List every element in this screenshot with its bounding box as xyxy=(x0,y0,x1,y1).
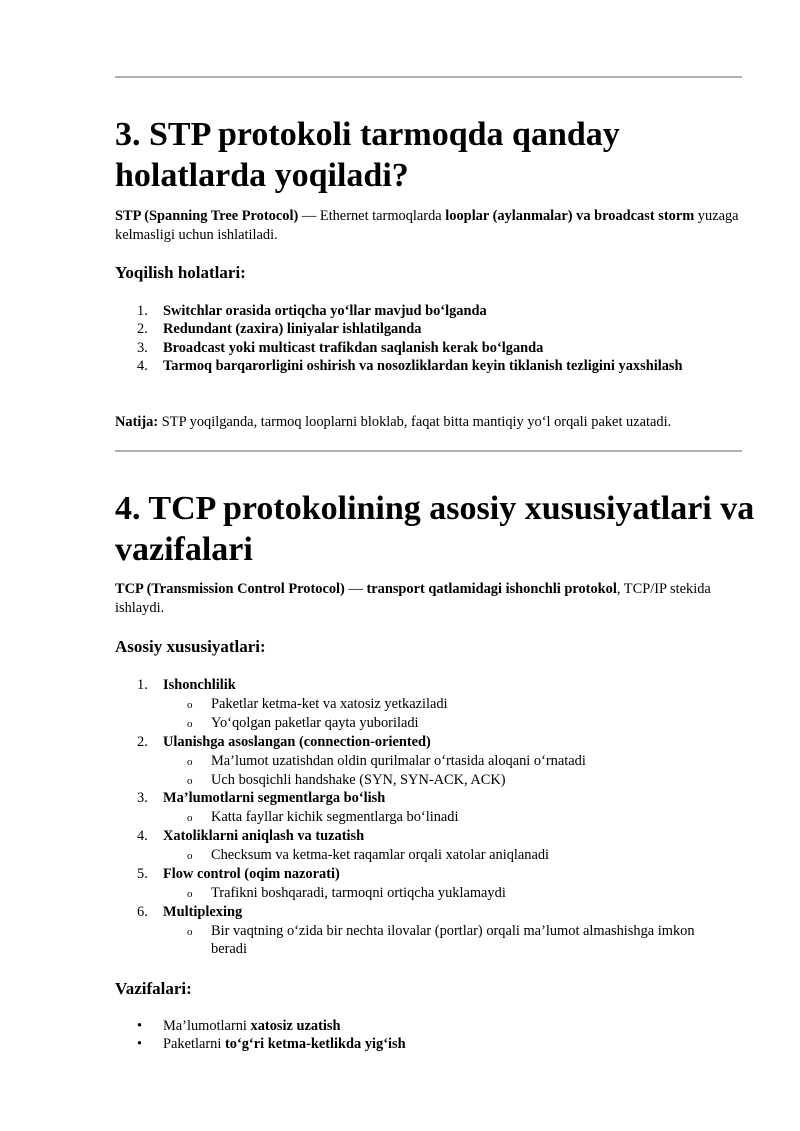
tcp-task-bold: to‘g‘ri ketma-ketlikda yig‘ish xyxy=(224,1036,406,1052)
sub-bullet-marker: o xyxy=(187,925,193,938)
tcp-feature-title: Ulanishga asoslangan (connection-oriented) xyxy=(163,733,431,750)
list-number: 1. xyxy=(137,677,148,693)
tcp-feature-subitem-text: Checksum va ketma-ket raqamlar orqali xatolar aniqlanadi xyxy=(211,847,550,864)
bullet-marker: • xyxy=(137,1036,143,1052)
stp-intro-bold-1: STP (Spanning Tree Protocol) xyxy=(115,208,299,224)
tcp-feature-subitem-text: Katta fayllar kichik segmentlarga bo‘linadi xyxy=(211,809,459,826)
stp-intro-bold-2: looplar (aylanmalar) va broadcast storm xyxy=(445,208,695,224)
stp-list-item-text: Broadcast yoki multicast trafikdan saqlanish kerak bo‘lganda xyxy=(163,340,544,356)
stp-intro-text-1: — Ethernet tarmoqlarda xyxy=(298,208,446,224)
tcp-feature-title: Ma’lumotlarni segmentlarga bo‘lish xyxy=(163,790,386,807)
tcp-intro-text-2: , TCP/IP stekida ishlaydi. xyxy=(115,581,711,616)
sub-bullet-marker: o xyxy=(187,887,193,900)
section-4-title xyxy=(115,488,755,570)
list-number: 2. xyxy=(137,733,148,750)
tcp-task-text xyxy=(163,1017,340,1036)
list-number: 3. xyxy=(137,340,148,356)
tcp-feature-subitem-text: Trafikni boshqaradi, tarmoqni ortiqcha yuklamaydi xyxy=(211,884,506,901)
sub-bullet-marker: o xyxy=(187,774,193,787)
tcp-tasks-heading: Vazifalari: xyxy=(115,979,192,998)
tcp-feature-title: Ishonchlilik xyxy=(163,677,236,693)
tcp-feature-title: Xatoliklarni aniqlash va tuzatish xyxy=(163,828,365,845)
sub-bullet-marker: o xyxy=(187,812,193,825)
stp-result-text: STP yoqilganda, tarmoq looplarni bloklab, faqat bitta mantiqiy yo‘l orqali paket uzatadi. xyxy=(158,414,672,430)
sub-bullet-marker: o xyxy=(187,717,193,730)
stp-intro-paragraph xyxy=(115,207,743,245)
stp-result-label: Natija: xyxy=(115,414,159,430)
tcp-feature-title: Multiplexing xyxy=(163,903,243,920)
horizontal-rule-middle xyxy=(115,450,742,452)
tcp-feature-title: Flow control (oqim nazorati) xyxy=(163,866,340,882)
tcp-intro-paragraph xyxy=(115,580,743,618)
tcp-intro-bold-2: transport qatlamidagi ishonchli protokol xyxy=(366,581,617,597)
tcp-feature-subitem-text: Bir vaqtning o‘zida bir nechta ilovalar (portlar) orqali ma’lumot almashishga imkon beradi xyxy=(211,922,695,958)
tcp-features-heading: Asosiy xususiyatlari: xyxy=(115,637,266,656)
tcp-task-bold: xatosiz uzatish xyxy=(250,1018,341,1034)
tcp-feature-subitem-text: Ma’lumot uzatishdan oldin qurilmalar o‘rtasida aloqani o‘rnatadi xyxy=(211,752,586,769)
stp-list-item-text: Redundant (zaxira) liniyalar ishlatilganda xyxy=(163,321,422,337)
section-3-title xyxy=(115,114,755,196)
tcp-task-plain: Paketlarni xyxy=(163,1036,225,1052)
tcp-intro-text-1: — xyxy=(344,581,367,597)
section-3-title-line-2: holatlarda yoqiladi? xyxy=(115,157,409,194)
tcp-task-plain: Ma’lumotlarni xyxy=(163,1018,251,1034)
tcp-task-text xyxy=(163,1035,406,1054)
list-number: 5. xyxy=(137,866,148,882)
list-number: 3. xyxy=(137,790,148,807)
stp-list-item-text: Switchlar orasida ortiqcha yo‘llar mavjud bo‘lganda xyxy=(163,303,487,319)
sub-bullet-marker: o xyxy=(187,698,193,711)
sub-bullet-marker: o xyxy=(187,850,193,863)
list-number: 4. xyxy=(137,828,148,845)
stp-result-paragraph xyxy=(115,413,743,432)
list-number: 1. xyxy=(137,303,148,319)
list-number: 2. xyxy=(137,321,148,337)
bullet-marker: • xyxy=(137,1018,143,1034)
list-number: 4. xyxy=(137,358,148,374)
stp-intro-text-2: yuzaga kelmasligi uchun ishlatiladi. xyxy=(115,208,739,243)
stp-list-item-text: Tarmoq barqarorligini oshirish va nosozliklardan keyin tiklanish tezligini yaxshilash xyxy=(163,358,683,374)
sub-bullet-marker: o xyxy=(187,755,193,768)
tcp-feature-subitem-text: Yo‘qolgan paketlar qayta yuboriladi xyxy=(211,714,419,731)
tcp-feature-subitem-text: Uch bosqichli handshake (SYN, SYN-ACK, ACK) xyxy=(211,771,506,788)
tcp-intro-bold-1: TCP (Transmission Control Protocol) xyxy=(115,581,345,597)
stp-subheading: Yoqilish holatlari: xyxy=(115,263,246,282)
section-3-title-line-1: 3. STP protokoli tarmoqda qanday xyxy=(115,116,620,153)
horizontal-rule-top xyxy=(115,76,742,78)
section-4-title-line-2: vazifalari xyxy=(115,531,253,568)
section-4-title-line-1: 4. TCP protokolining asosiy xususiyatlari va xyxy=(115,490,755,527)
list-number: 6. xyxy=(137,903,148,920)
tcp-feature-subitem-text: Paketlar ketma-ket va xatosiz yetkaziladi xyxy=(211,695,448,712)
